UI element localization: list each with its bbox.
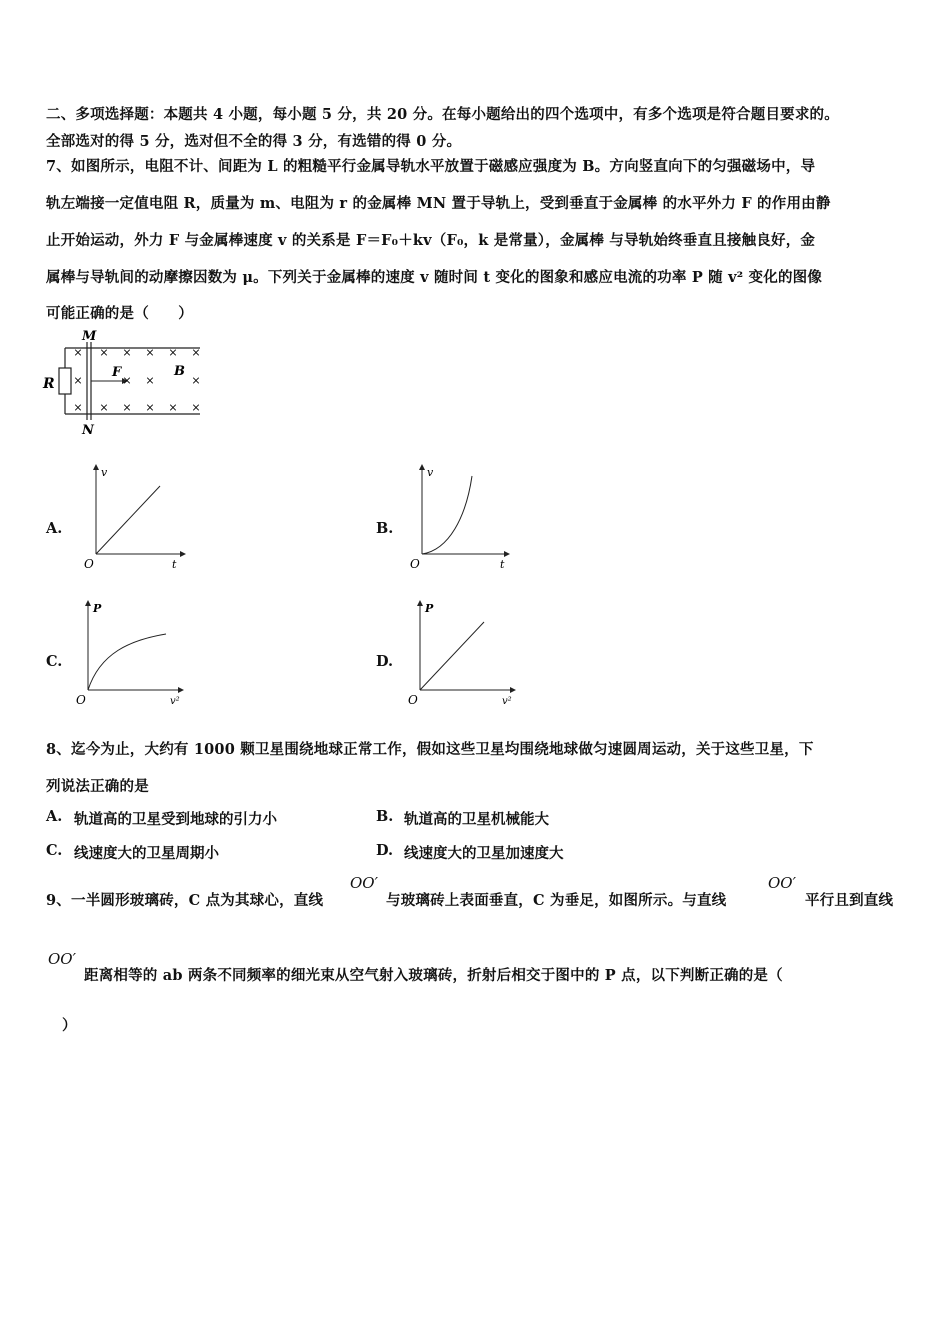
y-axis-label-a: v	[101, 466, 108, 479]
q9-symbol-oo-2: OO′	[768, 874, 797, 892]
q8-option-d-text[interactable]: 线速度大的卫星加速度大	[404, 845, 564, 862]
origin-label-c: O	[76, 693, 86, 707]
q7-line-5: 可能正确的是（ ）	[46, 305, 193, 322]
field-cross: ×	[191, 346, 201, 359]
origin-label-a: O	[84, 557, 94, 571]
q7-line-1: 7、如图所示，电阻不计、间距为 L 的粗糙平行金属导轨水平放置于磁感应强度为 B。方向竖直向下的匀强磁场中，导	[46, 158, 816, 175]
field-cross: ×	[191, 374, 201, 387]
label-R: R	[43, 376, 55, 392]
field-cross: ×	[145, 401, 155, 414]
label-B: B	[174, 364, 185, 379]
q8-option-c-label[interactable]: C.	[46, 842, 63, 859]
field-cross: ×	[122, 401, 132, 414]
circuit-diagram	[40, 330, 210, 440]
q7-graph-a	[80, 462, 190, 572]
q7-option-a-label[interactable]: A.	[46, 520, 63, 537]
field-cross: ×	[99, 401, 109, 414]
q9-text-part-5: ）	[62, 1017, 77, 1034]
field-cross: ×	[122, 346, 132, 359]
q7-option-c-label[interactable]: C.	[46, 653, 63, 670]
field-cross: ×	[73, 346, 83, 359]
field-cross: ×	[73, 401, 83, 414]
field-cross: ×	[145, 346, 155, 359]
q8-option-c-text[interactable]: 线速度大的卫星周期小	[74, 845, 219, 862]
curve-c	[88, 634, 166, 690]
q7-line-3: 止开始运动，外力 F 与金属棒速度 v 的关系是 F＝F₀＋kv（F₀，k 是常量），金属棒 与导轨始终垂直且接触良好，金	[46, 232, 816, 249]
q7-graph-d	[402, 598, 522, 710]
q9-symbol-oo-1: OO′	[350, 874, 379, 892]
curve-a	[96, 486, 160, 554]
q7-line-4: 属棒与导轨间的动摩擦因数为 μ。下列关于金属棒的速度 v 随时间 t 变化的图象和感应电流的功率 P 随 v² 变化的图像	[46, 269, 823, 286]
magnetic-field-crosses	[73, 346, 200, 414]
q7-graph-b	[404, 462, 514, 572]
q7-line-2: 轨左端接一定值电阻 R，质量为 m、电阻为 r 的金属棒 MN 置于导轨上，受到垂直于金属棒 的水平外力 F 的作用由静	[46, 195, 831, 212]
section-header-line-1: 二、多项选择题：本题共 4 小题，每小题 5 分，共 20 分。在每小题给出的四个选项中，有多个选项是符合题目要求的。	[46, 106, 839, 123]
label-F: F	[112, 365, 122, 380]
y-axis-label-c: P	[93, 602, 102, 615]
curve-d	[420, 622, 484, 690]
x-axis-label-d: v²	[502, 696, 512, 707]
q9-text-part-4: 距离相等的 ab 两条不同频率的细光束从空气射入玻璃砖，折射后相交于图中的 P 点，以下判断正确的是（	[84, 967, 783, 984]
q7-option-b-label[interactable]: B.	[376, 520, 394, 537]
field-cross: ×	[122, 374, 132, 387]
q8-option-a-label[interactable]: A.	[46, 808, 63, 825]
q8-line-2: 列说法正确的是	[46, 778, 149, 795]
x-axis-label-c: v²	[170, 696, 180, 707]
q8-option-b-label[interactable]: B.	[376, 808, 394, 825]
q9-text-part-1: 9、一半圆形玻璃砖，C 点为其球心，直线	[46, 892, 324, 909]
field-cross: ×	[191, 401, 201, 414]
label-N: N	[82, 423, 94, 438]
q8-line-1: 8、迄今为止，大约有 1000 颗卫星围绕地球正常工作，假如这些卫星均围绕地球做匀速圆周运动，关于这些卫星，下	[46, 741, 814, 758]
field-cross: ×	[73, 374, 83, 387]
origin-label-d: O	[408, 693, 418, 707]
x-axis-label-a: t	[172, 558, 177, 571]
field-cross: ×	[145, 374, 155, 387]
label-M: M	[82, 330, 97, 344]
resistor	[59, 368, 71, 394]
q7-option-d-label[interactable]: D.	[376, 653, 394, 670]
q9-symbol-oo-3: OO′	[48, 950, 77, 968]
q9-text-part-3: 平行且到直线	[805, 892, 894, 909]
q8-option-d-label[interactable]: D.	[376, 842, 394, 859]
q7-graph-c	[70, 598, 190, 710]
x-axis-label-b: t	[500, 558, 505, 571]
q9-text-part-2: 与玻璃砖上表面垂直，C 为垂足，如图所示。与直线	[386, 892, 727, 909]
section-header-line-2: 全部选对的得 5 分，选对但不全的得 3 分，有选错的得 0 分。	[46, 133, 462, 150]
curve-b	[422, 476, 472, 554]
q8-option-b-text[interactable]: 轨道高的卫星机械能大	[404, 811, 549, 828]
origin-label-b: O	[410, 557, 420, 571]
y-axis-label-d: P	[425, 602, 434, 615]
field-cross: ×	[168, 346, 178, 359]
field-cross: ×	[99, 346, 109, 359]
q8-option-a-text[interactable]: 轨道高的卫星受到地球的引力小	[74, 811, 277, 828]
y-axis-label-b: v	[427, 466, 434, 479]
field-cross: ×	[168, 401, 178, 414]
